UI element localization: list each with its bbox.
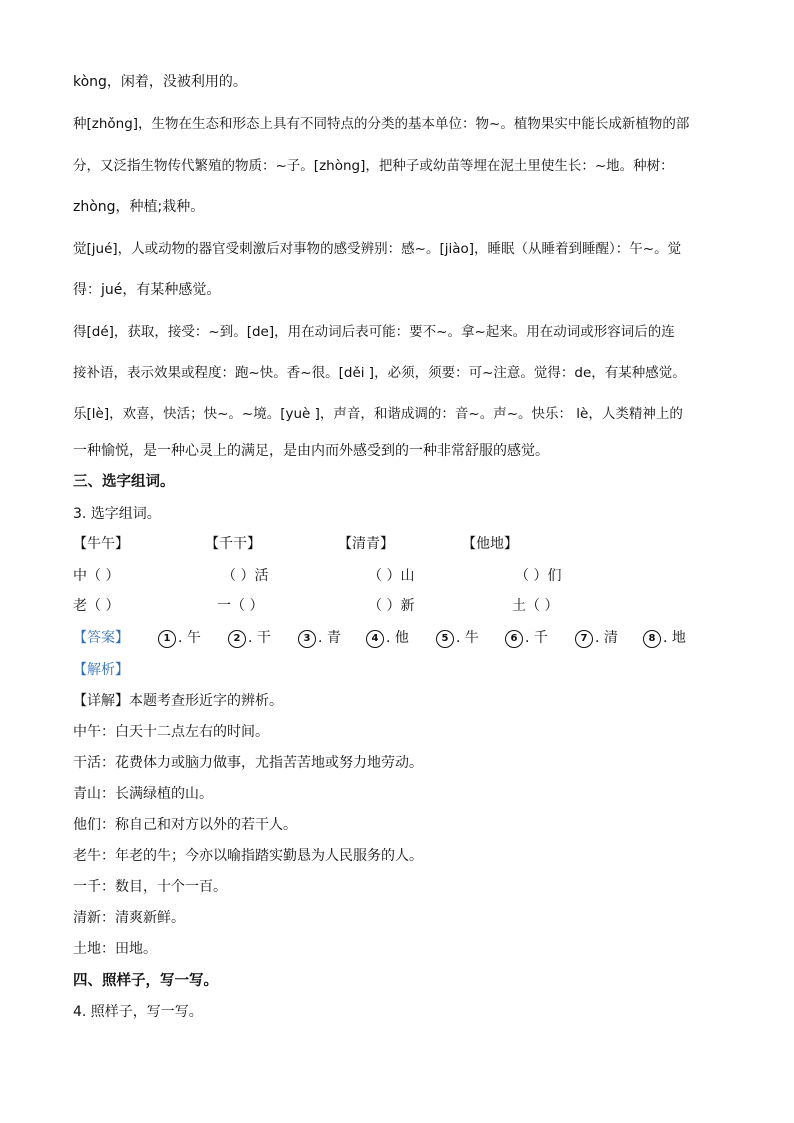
char-group: 【牛午】 (73, 536, 129, 552)
answer-text: . 清 (595, 630, 618, 646)
answer-text: . 午 (178, 630, 201, 646)
fill-blank: 土（ ） (512, 598, 559, 614)
text-line: 种[zhǒng]，生物在生态和形态上具有不同特点的分类的基本单位：物~。植物果实中能长成新植物的部 (73, 116, 690, 132)
fill-blank: 老（ ） (73, 598, 120, 614)
circled-number: 2 (228, 630, 246, 648)
answer-item (298, 628, 341, 648)
text-line: 得[dé]，获取，接受：~到。[de]，用在动词后表可能：要不~。拿~起来。用在动词或形容词后的连 (73, 324, 675, 340)
explanation-line: 清新：清爽新鲜。 (73, 910, 185, 926)
answer-text: . 千 (525, 630, 548, 646)
fill-blank: 中（ ） (73, 568, 120, 584)
fill-blank: （ ）新 (368, 598, 415, 614)
text-line: 得：jué，有某种感觉。 (73, 282, 221, 298)
explanation-line: 青山：长满绿植的山。 (73, 786, 213, 802)
text-line: 分，又泛指生物传代繁殖的物质：~子。[zhòng]，把种子或幼苗等埋在泥土里使生长：~地。种树： (73, 158, 674, 174)
explanation-line: 土地：田地。 (73, 941, 157, 957)
circled-number: 1 (158, 630, 176, 648)
answer-item (505, 628, 548, 648)
circled-number: 8 (643, 630, 661, 648)
char-group: 【清青】 (338, 536, 394, 552)
explanation-line: 他们：称自己和对方以外的若干人。 (73, 817, 297, 833)
explanation-line: 老牛：年老的牛；今亦以喻指踏实勤恳为人民服务的人。 (73, 848, 423, 864)
fill-blank: （ ）山 (368, 568, 415, 584)
answer-text: . 他 (386, 630, 409, 646)
section-heading: 三、选字组词。 (73, 474, 175, 490)
answer-text: . 干 (248, 630, 271, 646)
answer-item (366, 628, 409, 648)
answer-item (436, 628, 479, 648)
circled-number: 4 (366, 630, 384, 648)
detail-line: 【详解】本题考查形近字的辨析。 (73, 693, 283, 709)
text-line: kòng，闲着，没被利用的。 (73, 74, 247, 90)
explanation-line: 干活：花费体力或脑力做事，尤指苦苦地或努力地劳动。 (73, 755, 423, 771)
circled-number: 5 (436, 630, 454, 648)
text-line: zhòng，种植;栽种。 (73, 199, 205, 215)
answer-text: . 牛 (456, 630, 479, 646)
circled-number: 7 (575, 630, 593, 648)
explanation-line: 一千：数目，十个一百。 (73, 879, 227, 895)
text-line: 乐[lè]，欢喜，快活；快~。~境。[yuè ]，声音，和谐成调的：音~。声~。快乐： lè，人类精神上的 (73, 406, 683, 422)
circled-number: 6 (505, 630, 523, 648)
char-group: 【千干】 (205, 536, 261, 552)
explanation-line: 中午：白天十二点左右的时间。 (73, 724, 269, 740)
answer-text: . 地 (663, 630, 686, 646)
question-stem: 4. 照样子，写一写。 (73, 1004, 203, 1020)
text-line: 一种愉悦，是一种心灵上的满足，是由内而外感受到的一种非常舒服的感觉。 (73, 443, 549, 459)
question-stem: 3. 选字组词。 (73, 506, 161, 522)
answer-item (228, 628, 271, 648)
answer-text: . 青 (318, 630, 341, 646)
answer-item (643, 628, 686, 648)
fill-blank: （ ）活 (222, 568, 269, 584)
answer-item (575, 628, 618, 648)
fill-blank: （ ）们 (515, 568, 562, 584)
text-line: 觉[jué]，人或动物的器官受刺激后对事物的感受辨别：感~。[jiào]，睡眠（从睡着到睡醒）：午~。觉 (73, 241, 682, 257)
circled-number: 3 (298, 630, 316, 648)
answer-label: 【答案】 (73, 630, 129, 646)
analysis-label: 【解析】 (73, 662, 129, 678)
char-group: 【他地】 (462, 536, 518, 552)
text-line: 接补语，表示效果或程度：跑~快。香~很。[děi ]，必须，须要：可~注意。觉得：de，有某种感觉。 (73, 365, 686, 381)
fill-blank: 一（ ） (217, 598, 264, 614)
answer-item (158, 628, 201, 648)
section-heading: 四、照样子，写一写。 (73, 973, 218, 989)
